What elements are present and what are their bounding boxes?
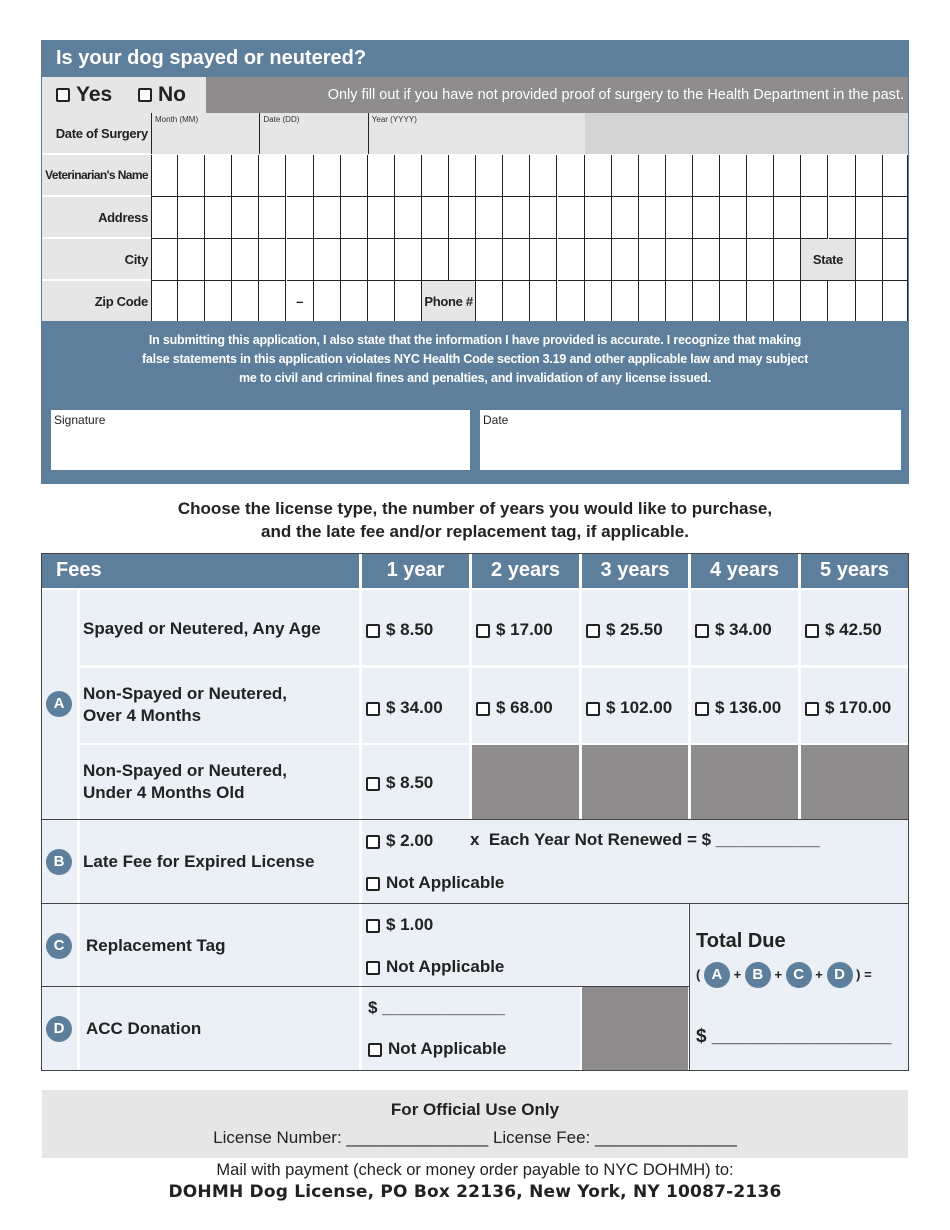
replacement-tag-checkbox[interactable] bbox=[366, 919, 380, 933]
badge-c: C bbox=[786, 962, 812, 988]
checkbox[interactable] bbox=[805, 702, 819, 716]
fee-row-under4-line1: Non-Spayed or Neutered, bbox=[83, 761, 288, 780]
month-label: Month (MM) bbox=[155, 115, 199, 124]
char-box[interactable] bbox=[720, 155, 747, 197]
instructions-line-2: and the late fee and/or replacement tag, if applicable. bbox=[261, 522, 689, 541]
price-value: $ 170.00 bbox=[825, 698, 892, 717]
fee-row-over4-label bbox=[80, 668, 359, 743]
late-fee-price: $ 2.00 bbox=[386, 831, 434, 850]
char-box[interactable] bbox=[829, 155, 856, 197]
donation-na-option[interactable] bbox=[368, 1039, 506, 1059]
char-box[interactable] bbox=[151, 239, 178, 281]
char-box[interactable] bbox=[178, 281, 205, 323]
checkbox[interactable] bbox=[695, 624, 709, 638]
unavailable-cell bbox=[691, 745, 798, 819]
year-label: Year (YYYY) bbox=[371, 115, 417, 124]
char-box[interactable] bbox=[259, 155, 286, 197]
char-box[interactable] bbox=[476, 239, 503, 281]
no-checkbox[interactable] bbox=[138, 88, 152, 102]
fee-row-over4-line1: Non-Spayed or Neutered, bbox=[83, 684, 288, 703]
year-header-2 bbox=[472, 554, 579, 588]
char-box[interactable] bbox=[503, 281, 530, 323]
attestation-text bbox=[42, 331, 908, 388]
char-box[interactable] bbox=[476, 281, 503, 323]
total-due-amount[interactable]: $ _________________ bbox=[696, 1026, 892, 1047]
donation-label: ACC Donation bbox=[86, 1019, 202, 1038]
late-fee-option[interactable] bbox=[366, 831, 433, 851]
char-box[interactable] bbox=[503, 197, 530, 239]
state-label-cell bbox=[801, 239, 855, 281]
char-box[interactable] bbox=[287, 197, 314, 239]
late-fee-options bbox=[362, 820, 908, 903]
char-box[interactable] bbox=[368, 197, 395, 239]
replacement-tag-label-cell bbox=[80, 904, 359, 986]
fees-header-cell bbox=[42, 554, 359, 588]
char-box[interactable] bbox=[612, 155, 639, 197]
char-box[interactable] bbox=[395, 239, 422, 281]
official-use-line: License Number: _______________ License Fee: _______________ bbox=[213, 1128, 737, 1147]
char-box[interactable] bbox=[314, 197, 341, 239]
char-box[interactable] bbox=[639, 281, 666, 323]
spay-title-bar bbox=[42, 41, 908, 77]
char-box[interactable] bbox=[585, 155, 612, 197]
zip-code-label: Zip Code bbox=[94, 294, 148, 309]
replacement-tag-price: $ 1.00 bbox=[386, 915, 434, 934]
price-cell-row2-year1[interactable] bbox=[362, 668, 469, 743]
plus-sign: + bbox=[733, 967, 742, 982]
char-box[interactable] bbox=[585, 281, 612, 323]
fee-row-under4-label bbox=[80, 745, 359, 819]
fee-row-under4-line2: Under 4 Months Old bbox=[83, 783, 245, 802]
price-cell-row2-year2[interactable] bbox=[472, 668, 579, 743]
unavailable-cell bbox=[582, 987, 688, 1070]
char-box[interactable] bbox=[720, 281, 747, 323]
fee-row-under4-text bbox=[83, 760, 287, 804]
price-cell-row2-year3[interactable] bbox=[582, 668, 688, 743]
attestation-line-2: false statements in this application violates NYC Health Code section 3.19 and other applicable law and may subject bbox=[141, 352, 809, 366]
char-box[interactable] bbox=[883, 281, 908, 323]
surgery-form-grid bbox=[42, 113, 908, 321]
official-use-title: For Official Use Only bbox=[390, 1100, 560, 1119]
replacement-tag-option[interactable] bbox=[366, 915, 433, 935]
char-box[interactable] bbox=[314, 281, 341, 323]
char-box[interactable] bbox=[422, 197, 449, 239]
char-box[interactable] bbox=[232, 281, 259, 323]
char-box[interactable] bbox=[232, 197, 259, 239]
char-box[interactable] bbox=[395, 155, 422, 197]
date-of-surgery-label-cell bbox=[42, 113, 151, 154]
address-label-cell bbox=[42, 197, 151, 238]
year-1-label: 1 year bbox=[386, 559, 445, 581]
section-b-marker bbox=[42, 820, 77, 903]
char-box[interactable] bbox=[530, 197, 557, 239]
total-due-formula bbox=[696, 962, 872, 988]
char-box[interactable] bbox=[639, 155, 666, 197]
char-box[interactable] bbox=[774, 281, 801, 323]
section-c-marker bbox=[42, 904, 77, 986]
late-fee-label-cell bbox=[80, 820, 359, 903]
char-box[interactable] bbox=[693, 281, 720, 323]
char-box[interactable] bbox=[422, 239, 449, 281]
day-label: Date (DD) bbox=[263, 115, 300, 124]
year-4-label: 4 years bbox=[710, 559, 779, 581]
char-box[interactable] bbox=[178, 155, 205, 197]
char-box[interactable] bbox=[666, 197, 693, 239]
section-a-badge: A bbox=[46, 691, 72, 717]
char-box[interactable] bbox=[205, 239, 232, 281]
char-box[interactable] bbox=[503, 155, 530, 197]
year-5-label: 5 years bbox=[820, 559, 889, 581]
date-of-surgery-label: Date of Surgery bbox=[55, 126, 148, 141]
char-box[interactable] bbox=[205, 281, 232, 323]
char-box[interactable] bbox=[178, 239, 205, 281]
char-box[interactable] bbox=[422, 155, 449, 197]
year-header-3 bbox=[582, 554, 688, 588]
price-value: $ 8.50 bbox=[386, 620, 434, 639]
char-box[interactable] bbox=[801, 197, 828, 239]
char-box[interactable] bbox=[341, 281, 368, 323]
no-label: No bbox=[158, 83, 186, 106]
donation-label-cell bbox=[80, 987, 359, 1070]
char-box[interactable] bbox=[856, 239, 883, 281]
char-box[interactable] bbox=[287, 155, 314, 197]
donation-options bbox=[362, 987, 580, 1070]
checkbox[interactable] bbox=[805, 624, 819, 638]
checkbox[interactable] bbox=[476, 702, 490, 716]
char-box[interactable] bbox=[476, 197, 503, 239]
replacement-tag-label: Replacement Tag bbox=[86, 936, 226, 955]
city-label-cell bbox=[42, 239, 151, 280]
replacement-tag-options bbox=[362, 904, 688, 986]
price-value: $ 34.00 bbox=[386, 698, 443, 717]
unavailable-cell bbox=[582, 745, 688, 819]
price-cell-row2-year4[interactable] bbox=[691, 668, 798, 743]
price-value: $ 34.00 bbox=[715, 620, 772, 639]
year-2-label: 2 years bbox=[491, 559, 560, 581]
char-box[interactable] bbox=[259, 239, 286, 281]
checkbox[interactable] bbox=[695, 702, 709, 716]
char-box[interactable] bbox=[530, 155, 557, 197]
paren-close: ) = bbox=[856, 967, 872, 982]
char-box[interactable] bbox=[476, 155, 503, 197]
section-c-badge: C bbox=[46, 933, 72, 959]
section-a-marker bbox=[42, 590, 77, 819]
section-d-badge: D bbox=[46, 1016, 72, 1042]
yes-no-area bbox=[42, 77, 206, 113]
char-box[interactable] bbox=[368, 155, 395, 197]
char-box[interactable] bbox=[151, 155, 178, 197]
char-box[interactable] bbox=[368, 281, 395, 323]
spay-neuter-section bbox=[41, 40, 909, 484]
char-box[interactable] bbox=[151, 197, 178, 239]
fee-row-over4-text bbox=[83, 683, 287, 727]
char-box[interactable] bbox=[395, 281, 422, 323]
fees-header: Fees bbox=[56, 559, 102, 581]
char-box[interactable] bbox=[829, 281, 856, 323]
checkbox[interactable] bbox=[476, 624, 490, 638]
yes-label: Yes bbox=[76, 83, 113, 106]
char-box[interactable] bbox=[639, 239, 666, 281]
mail-instructions: Mail with payment (check or money order payable to NYC DOHMH) to: bbox=[216, 1161, 734, 1179]
char-box[interactable] bbox=[774, 239, 801, 281]
fee-row-spayed-label bbox=[80, 590, 359, 665]
char-box[interactable] bbox=[856, 197, 883, 239]
replacement-tag-na-option[interactable] bbox=[366, 957, 504, 977]
section-d-marker bbox=[42, 987, 77, 1070]
char-box[interactable] bbox=[747, 281, 774, 323]
plus-sign: + bbox=[774, 967, 783, 982]
badge-d: D bbox=[827, 962, 853, 988]
donation-amount-field[interactable]: $ _____________ bbox=[368, 998, 506, 1017]
late-fee-formula: x Each Year Not Renewed = $ ___________ bbox=[470, 830, 820, 849]
price-cell-row1-year2[interactable] bbox=[472, 590, 579, 665]
donation-na-checkbox[interactable] bbox=[368, 1043, 382, 1057]
yes-option[interactable] bbox=[56, 83, 112, 107]
year-field[interactable] bbox=[368, 113, 585, 154]
late-fee-label: Late Fee for Expired License bbox=[83, 852, 315, 871]
char-box[interactable] bbox=[666, 239, 693, 281]
signature-field[interactable] bbox=[51, 410, 470, 470]
char-box[interactable] bbox=[774, 197, 801, 239]
late-fee-na-checkbox[interactable] bbox=[366, 877, 380, 891]
fee-row-over4-line2: Over 4 Months bbox=[83, 706, 202, 725]
total-due-box bbox=[689, 904, 908, 1070]
zip-dash: – bbox=[296, 294, 304, 309]
char-box[interactable] bbox=[558, 155, 585, 197]
price-value: $ 68.00 bbox=[496, 698, 553, 717]
paren-open: ( bbox=[696, 967, 701, 982]
char-box[interactable] bbox=[259, 197, 286, 239]
attestation-band bbox=[42, 321, 908, 484]
year-header-5 bbox=[801, 554, 908, 588]
checkbox[interactable] bbox=[366, 624, 380, 638]
checkbox[interactable] bbox=[586, 702, 600, 716]
price-value: $ 17.00 bbox=[496, 620, 553, 639]
char-box[interactable] bbox=[395, 197, 422, 239]
char-box[interactable] bbox=[449, 239, 476, 281]
char-box[interactable] bbox=[558, 197, 585, 239]
char-box[interactable] bbox=[666, 155, 693, 197]
fees-table bbox=[41, 553, 909, 1071]
char-box[interactable] bbox=[829, 197, 856, 239]
char-box[interactable] bbox=[693, 197, 720, 239]
replacement-tag-na-label: Not Applicable bbox=[386, 957, 505, 976]
char-box[interactable] bbox=[530, 281, 557, 323]
char-box[interactable] bbox=[314, 155, 341, 197]
phone-label: Phone # bbox=[424, 294, 473, 309]
checkbox[interactable] bbox=[586, 624, 600, 638]
char-box[interactable] bbox=[747, 197, 774, 239]
char-box[interactable] bbox=[503, 239, 530, 281]
char-box[interactable] bbox=[612, 197, 639, 239]
late-fee-na-option[interactable] bbox=[366, 873, 504, 893]
day-field[interactable] bbox=[259, 113, 367, 154]
char-box[interactable] bbox=[883, 239, 908, 281]
char-box[interactable] bbox=[856, 281, 883, 323]
fee-row-spayed-text: Spayed or Neutered, Any Age bbox=[83, 619, 321, 638]
unavailable-cell bbox=[472, 745, 579, 819]
char-box[interactable] bbox=[883, 197, 908, 239]
price-cell-row1-year4[interactable] bbox=[691, 590, 798, 665]
vet-name-label-cell bbox=[42, 155, 151, 196]
checkbox[interactable] bbox=[366, 702, 380, 716]
char-box[interactable] bbox=[801, 281, 828, 323]
char-box[interactable] bbox=[693, 239, 720, 281]
price-cell-row1-year3[interactable] bbox=[582, 590, 688, 665]
price-cell-row1-year1[interactable] bbox=[362, 590, 469, 665]
char-box[interactable] bbox=[341, 239, 368, 281]
signature-date-label: Date bbox=[483, 413, 509, 427]
char-box[interactable] bbox=[666, 281, 693, 323]
char-box[interactable] bbox=[368, 239, 395, 281]
char-box[interactable] bbox=[693, 155, 720, 197]
price-value: $ 25.50 bbox=[606, 620, 663, 639]
char-box[interactable] bbox=[178, 197, 205, 239]
late-fee-na-label: Not Applicable bbox=[386, 873, 505, 892]
year-3-label: 3 years bbox=[600, 559, 670, 581]
vet-name-label: Veterinarian's Name bbox=[45, 168, 148, 182]
char-box[interactable] bbox=[774, 155, 801, 197]
year-header-1 bbox=[362, 554, 469, 588]
char-box[interactable] bbox=[639, 197, 666, 239]
year-header-4 bbox=[691, 554, 798, 588]
char-box[interactable] bbox=[530, 239, 557, 281]
license-instructions bbox=[0, 497, 950, 543]
price-value: $ 8.50 bbox=[386, 773, 434, 792]
char-box[interactable] bbox=[585, 197, 612, 239]
spay-title: Is your dog spayed or neutered? bbox=[56, 47, 367, 69]
attestation-line-1: In submitting this application, I also state that the information I have provided is accurate. I recognize that making bbox=[148, 333, 802, 347]
char-box[interactable] bbox=[747, 155, 774, 197]
char-box[interactable] bbox=[449, 197, 476, 239]
char-box[interactable] bbox=[259, 281, 286, 323]
price-under4-1yr[interactable] bbox=[362, 745, 469, 819]
proof-note: Only fill out if you have not provided proof of surgery to the Health Department in the past. bbox=[327, 87, 904, 103]
zip-dash-cell bbox=[287, 281, 314, 323]
char-box[interactable] bbox=[232, 239, 259, 281]
char-box[interactable] bbox=[856, 155, 883, 197]
signature-date-field[interactable] bbox=[480, 410, 901, 470]
replacement-tag-na-checkbox[interactable] bbox=[366, 961, 380, 975]
plus-sign: + bbox=[815, 967, 823, 982]
char-box[interactable] bbox=[720, 197, 747, 239]
late-fee-checkbox[interactable] bbox=[366, 835, 380, 849]
donation-na-label: Not Applicable bbox=[388, 1039, 507, 1058]
char-box[interactable] bbox=[558, 239, 585, 281]
char-box[interactable] bbox=[585, 239, 612, 281]
badge-a: A bbox=[704, 962, 730, 988]
address-label: Address bbox=[98, 210, 148, 225]
mail-address: DOHMH Dog License, PO Box 22136, New York, NY 10087-2136 bbox=[168, 1182, 782, 1202]
checkbox[interactable] bbox=[366, 777, 380, 791]
char-box[interactable] bbox=[883, 155, 908, 197]
price-cell-row1-year5[interactable] bbox=[801, 590, 908, 665]
proof-note-bar bbox=[206, 77, 908, 113]
price-value: $ 42.50 bbox=[825, 620, 882, 639]
price-value: $ 102.00 bbox=[606, 698, 673, 717]
month-field[interactable] bbox=[151, 113, 259, 154]
yes-checkbox[interactable] bbox=[56, 88, 70, 102]
char-box[interactable] bbox=[612, 239, 639, 281]
char-box[interactable] bbox=[747, 239, 774, 281]
price-value: $ 136.00 bbox=[715, 698, 782, 717]
char-box[interactable] bbox=[314, 239, 341, 281]
state-label: State bbox=[812, 252, 844, 267]
signature-label: Signature bbox=[54, 413, 106, 427]
date-filler bbox=[585, 113, 908, 154]
char-box[interactable] bbox=[341, 197, 368, 239]
char-box[interactable] bbox=[151, 281, 178, 323]
char-box[interactable] bbox=[558, 281, 585, 323]
char-box[interactable] bbox=[801, 155, 828, 197]
char-box[interactable] bbox=[287, 239, 314, 281]
phone-label-cell bbox=[422, 281, 476, 323]
section-b-badge: B bbox=[46, 849, 72, 875]
char-box[interactable] bbox=[205, 197, 232, 239]
instructions-line-1: Choose the license type, the number of years you would like to purchase, bbox=[177, 499, 773, 518]
official-use-box bbox=[42, 1090, 908, 1158]
char-box[interactable] bbox=[232, 155, 259, 197]
char-box[interactable] bbox=[449, 155, 476, 197]
char-box[interactable] bbox=[205, 155, 232, 197]
unavailable-cell bbox=[801, 745, 908, 819]
badge-b: B bbox=[745, 962, 771, 988]
char-box[interactable] bbox=[341, 155, 368, 197]
no-option[interactable] bbox=[138, 83, 186, 107]
price-cell-row2-year5[interactable] bbox=[801, 668, 908, 743]
city-label: City bbox=[124, 252, 148, 267]
char-box[interactable] bbox=[612, 281, 639, 323]
total-due-title: Total Due bbox=[696, 930, 786, 952]
attestation-line-3: me to civil and criminal fines and penalties, and invalidation of any license issued. bbox=[238, 371, 712, 385]
char-box[interactable] bbox=[720, 239, 747, 281]
zip-code-label-cell bbox=[42, 281, 151, 322]
